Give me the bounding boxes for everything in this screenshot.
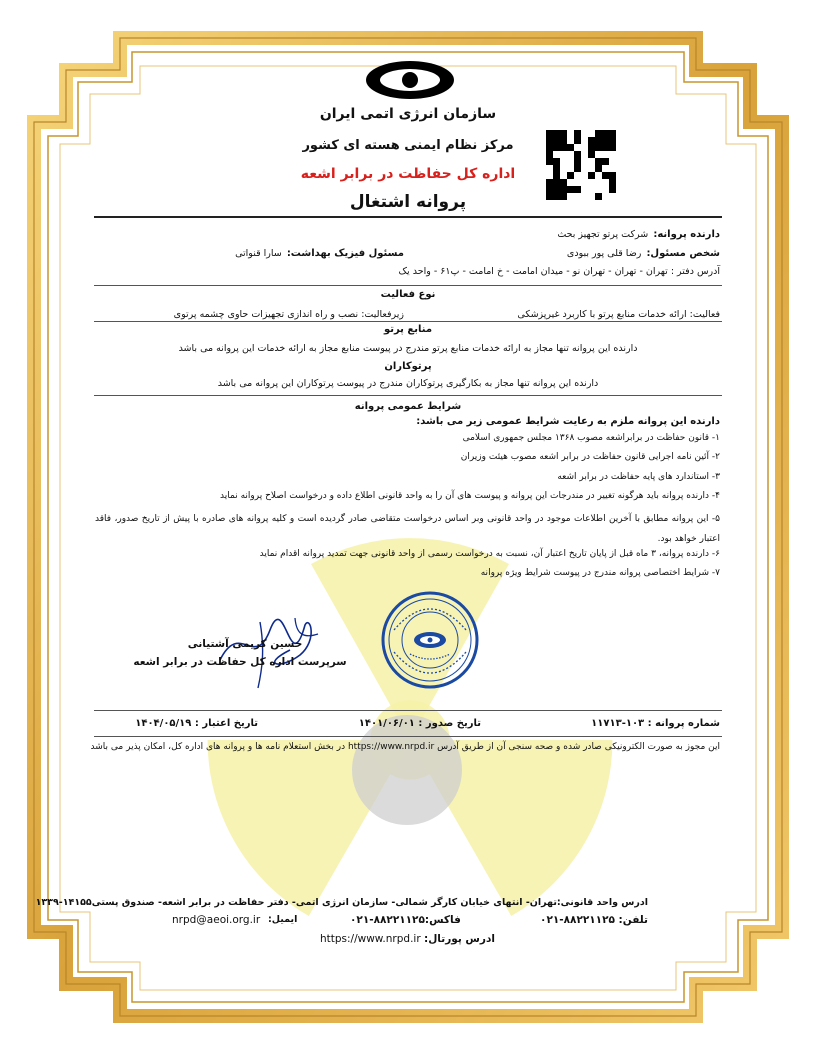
condition-item: ۴- دارنده پروانه باید هرگونه تغییر در مندرجات این پروانه و پیوست های آن را به واحد قانونی اطلاع داده و درخواست اصلاح پروانه نماید	[220, 491, 720, 501]
footer-fax: فاکس:۸۸۲۲۱۱۲۵-۰۲۱	[350, 914, 461, 926]
issue-date-label: تاریخ صدور :	[418, 718, 481, 729]
workers-title: پرتوکاران	[384, 361, 432, 372]
sub-activity-value: زیرفعالیت: نصب و راه اندازی تجهیزات حاوی چشمه پرتوی	[173, 309, 404, 320]
divider	[94, 216, 722, 218]
department-seal-icon	[380, 590, 480, 690]
center-name: مرکز نظام ایمنی هسته ای کشور	[302, 138, 514, 153]
conditions-intro: دارنده این پروانه ملزم به رعایت شرایط عمومی زیر می باشد:	[416, 416, 720, 427]
license-title: پروانه اشتغال	[349, 192, 467, 212]
org-name: سازمان انرژی اتمی ایران	[319, 106, 497, 122]
responsible-row	[567, 241, 720, 260]
condition-item: ۵- این پروانه مطابق با آخرین اطلاعات موجود در واحد قانونی وبر اساس درخواست متقاضی صادر گردیده است و کلیه پروانه های صادره با پیش از تاریخ صدور، فاقد اعتبار خواهد بود.	[95, 514, 720, 544]
activity-type-title: نوع فعالیت	[380, 289, 436, 300]
divider	[94, 321, 722, 322]
activity-value: فعالیت: ارائه خدمات منابع پرتو با کاربرد غیرپزشکی	[517, 309, 720, 320]
divider	[94, 395, 722, 396]
condition-item: ۶- دارنده پروانه، ۳ ماه قبل از پایان تاریخ اعتبار آن، نسبت به درخواست رسمی از واحد قانونی جهت تمدید پروانه اقدام نماید	[259, 549, 720, 559]
divider	[94, 285, 722, 286]
footer-email-label: ایمیل:	[268, 914, 298, 925]
workers-text: دارنده این پروانه تنها مجاز به بکارگیری پرتوکاران مندرج در پیوست پرتوکاران این پروانه می باشد	[217, 378, 599, 389]
footer-portal	[320, 933, 495, 945]
health-physics-row	[235, 241, 404, 260]
expiry-date: ۱۴۰۴/۰۵/۱۹	[135, 718, 192, 729]
license-number-label: شماره پروانه :	[647, 718, 720, 729]
expiry-date-row	[135, 718, 258, 729]
license-number-row	[591, 718, 720, 729]
holder-value: شرکت پرتو تجهیز بحث	[557, 229, 649, 240]
responsible-value: رضا قلی پور ببودی	[566, 248, 642, 259]
aeoi-logo-icon	[365, 60, 455, 100]
condition-item: ۱- قانون حفاظت در برابراشعه مصوب ۱۳۶۸ مجلس جمهوری اسلامی	[462, 433, 720, 443]
condition-item: ۲- آئین نامه اجرایی قانون حفاظت در برابر اشعه مصوب هیئت وزیران	[460, 452, 720, 462]
issue-date-row	[359, 718, 481, 729]
divider	[94, 710, 722, 711]
sources-title: منابع پرتو	[383, 324, 433, 335]
portal-label: ادرس پورتال:	[424, 933, 495, 945]
office-address: آدرس دفتر : تهران - تهران - تهران نو - میدان امامت - خ امامت - پ۶۱ - واحد یک	[398, 266, 720, 277]
sources-text: دارنده این پروانه تنها مجاز به ارائه خدمات منابع پرتو مندرج در پیوست منابع مجاز به ارائه خدمات این پروانه می باشد	[178, 343, 638, 354]
expiry-date-label: تاریخ اعتبار :	[194, 718, 258, 729]
license-number: ۱۰۳-۱۱۷۱۳	[591, 718, 645, 729]
health-physics-value: سارا قنواتی	[235, 248, 282, 259]
condition-item: ۷- شرایط اختصاصی پروانه مندرج در پیوست شرایط ویژه پروانه	[480, 568, 720, 578]
holder-row	[557, 222, 720, 241]
conditions-title: شرایط عمومی پروانه	[354, 401, 462, 412]
issue-date: ۱۴۰۱/۰۶/۰۱	[358, 718, 415, 729]
condition-item: ۳- استاندارد های پایه حفاظت در برابر اشعه	[557, 472, 720, 482]
watermark-circle	[352, 715, 462, 825]
footer-email[interactable]: nrpd@aeoi.org.ir	[172, 914, 261, 926]
health-physics-label: مسئول فیزیک بهداشت:	[286, 248, 404, 259]
responsible-label: شخص مسئول:	[646, 248, 720, 259]
qr-code-icon[interactable]	[546, 130, 616, 200]
signer-name: حسین کریمی آشتیانی	[187, 638, 303, 650]
footer-address: ادرس واحد قانونی:تهران- انتهای خیابان کارگر شمالی- سازمان انرژی اتمی- دفتر حفاظت در برابر اشعه- صندوق پستی۱۴۱۵۵-۱۳۳۹	[35, 897, 648, 908]
verification-notice: این مجوز به صورت الکترونیکی صادر شده و صحه سنجی آن از طریق آدرس https://www.nrpd.ir در بخش استعلام نامه ها و پروانه های اداره کل، امکان پذیر می باشد	[90, 742, 720, 752]
portal-url[interactable]: https://www.nrpd.ir	[320, 933, 421, 945]
footer-tel: تلفن: ۸۸۲۲۱۱۲۵-۰۲۱	[540, 914, 648, 926]
signer-title: سرپرست اداره کل حفاظت در برابر اشعه	[133, 656, 347, 668]
department-name: اداره کل حفاظت در برابر اشعه	[300, 166, 516, 182]
signature-icon	[200, 610, 334, 690]
divider	[94, 736, 722, 737]
holder-label: دارنده پروانه:	[653, 229, 720, 240]
